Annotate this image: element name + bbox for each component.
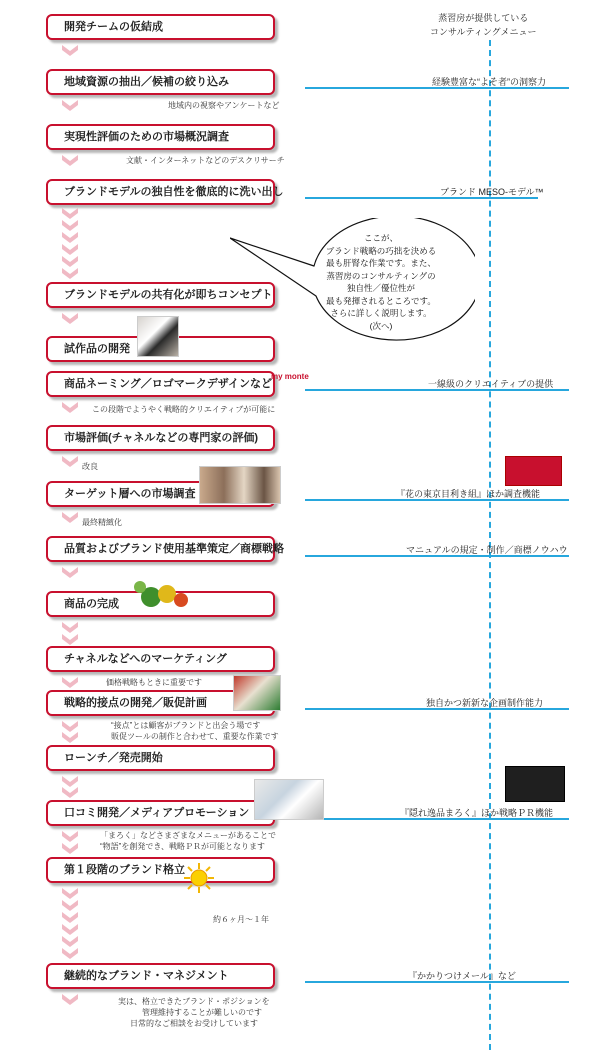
promotion-photo <box>233 675 281 711</box>
chevron-down-icon <box>62 220 78 231</box>
step-brand-model: ブランドモデルの独自性を徹底的に洗い出し <box>46 179 275 205</box>
chevron-down-icon <box>62 888 78 899</box>
step-resource-extraction: 地域資源の抽出／候補の絞り込み <box>46 69 275 95</box>
chevron-down-icon <box>62 831 78 842</box>
chevron-down-icon <box>62 994 78 1005</box>
service-pr: 『隠れ逸品まろく』ほか戦略ＰＲ機能 <box>400 808 554 818</box>
step-product-complete: 商品の完成 <box>46 591 275 617</box>
maroku-book-cover <box>505 766 565 802</box>
step-launch: ローンチ／発売開始 <box>46 745 275 771</box>
step-market-evaluation: 市場評価(チャネルなどの専門家の評価) <box>46 425 275 451</box>
chevron-down-icon <box>62 721 78 732</box>
step-word-of-mouth: 口コミ開発／メディアプロモーション <box>46 800 275 826</box>
chevron-down-icon <box>62 677 78 688</box>
product-photo <box>127 575 192 609</box>
my-monte-logo: my monte <box>271 372 309 381</box>
chevron-down-icon <box>62 843 78 854</box>
service-mail: 『かかりつけメール』など <box>408 971 516 981</box>
chevron-down-icon <box>62 948 78 959</box>
step-target-survey: ターゲット層への市場調査 <box>46 481 275 507</box>
note-strategic-creative: この段階でようやく戦略的クリエイティブが可能に <box>92 405 276 414</box>
step-touchpoint-plan: 戦略的接点の開発／販促計画 <box>46 690 275 716</box>
step-team-formation: 開発チームの仮結成 <box>46 14 275 40</box>
note-management-1: 実は、格立できたブランド・ポジションを <box>118 997 270 1006</box>
note-duration: 約６ヶ月〜１年 <box>213 915 269 924</box>
chevron-down-icon <box>62 155 78 166</box>
service-manual: マニュアルの規定・制作／商標ノウハウ <box>406 545 568 555</box>
note-touchpoint-1: “接点”とは顧客がブランドと出会う場です <box>111 721 261 730</box>
chevron-down-icon <box>62 244 78 255</box>
media-magazine-photo <box>254 779 324 820</box>
chevron-down-icon <box>62 268 78 279</box>
service-meso-model: ブランド MESO-モデル™ <box>440 187 544 197</box>
note-pricing: 価格戦略もときに重要です <box>106 678 202 687</box>
note-maroku-1: 「まろく」などさまざまなメニューがあることで <box>100 831 276 840</box>
step-naming-logo: 商品ネーミング／ロゴマークデザインなど <box>46 371 275 397</box>
chevron-down-icon <box>62 402 78 413</box>
chevron-down-icon <box>62 622 78 633</box>
prototype-cat-photo <box>137 316 179 357</box>
chevron-down-icon <box>62 936 78 947</box>
chevron-down-icon <box>62 208 78 219</box>
service-menu-title: 蒸習房が提供している コンサルティングメニュー <box>430 13 537 37</box>
note-touchpoint-2: 販促ツールの制作と合わせて、重要な作業です <box>111 732 279 741</box>
step-brand-established: 第１段階のブランド格立 <box>46 857 275 883</box>
service-outsider-insight: 経験豊富な“よそ者”の洞察力 <box>432 77 546 87</box>
step-quality-standards: 品質およびブランド使用基準策定／商標戦略 <box>46 536 275 562</box>
chevron-down-icon <box>62 100 78 111</box>
note-management-3: 日常的なご相談をお受けしています <box>130 1019 258 1028</box>
survey-group-photo <box>199 466 281 504</box>
step-brand-management: 継続的なブランド・マネジメント <box>46 963 275 989</box>
chevron-down-icon <box>62 456 78 467</box>
step-market-survey: 実現性評価のための市場概況調査 <box>46 124 275 150</box>
step-prototype: 試作品の開発 <box>46 336 275 362</box>
chevron-down-icon <box>62 313 78 324</box>
chevron-down-icon <box>62 900 78 911</box>
research-brochure <box>505 456 562 486</box>
service-creative: 一線級のクリエイティブの提供 <box>428 379 554 389</box>
chevron-down-icon <box>62 45 78 56</box>
step-brand-concept: ブランドモデルの共有化が即ちコンセプト <box>46 282 275 308</box>
note-final-refinement: 最終精緻化 <box>82 518 122 527</box>
chevron-down-icon <box>62 776 78 787</box>
chevron-down-icon <box>62 567 78 578</box>
note-field-survey: 地域内の視察やアンケートなど <box>168 101 280 110</box>
note-improvement: 改良 <box>82 462 98 471</box>
sun-icon <box>183 862 215 894</box>
chevron-down-icon <box>62 732 78 743</box>
chevron-down-icon <box>62 256 78 267</box>
note-desk-research: 文献・インターネットなどのデスクリサーチ <box>126 156 285 165</box>
chevron-down-icon <box>62 634 78 645</box>
chevron-down-icon <box>62 232 78 243</box>
chevron-down-icon <box>62 912 78 923</box>
note-maroku-2: “物語”を創発でき、戦略ＰＲが可能となります <box>100 842 266 851</box>
service-planning: 独自かつ新新な企画制作能力 <box>426 698 544 708</box>
chevron-down-icon <box>62 512 78 523</box>
step-channel-marketing: チャネルなどへのマーケティング <box>46 646 275 672</box>
chevron-down-icon <box>62 924 78 935</box>
service-research: 『花の東京目利き組』ほか調査機能 <box>396 489 541 499</box>
speech-bubble-text: ここが、 ブランド戦略の巧拙を決める 最も肝腎な作業です。また、 蒸習房のコンサルティングの 独自性／優位性が 最も発揮されるところです。 さらに詳しく説明します。 (次へ) <box>325 233 437 331</box>
note-management-2: 管理維持することが難しいのです <box>142 1008 262 1017</box>
chevron-down-icon <box>62 787 78 798</box>
